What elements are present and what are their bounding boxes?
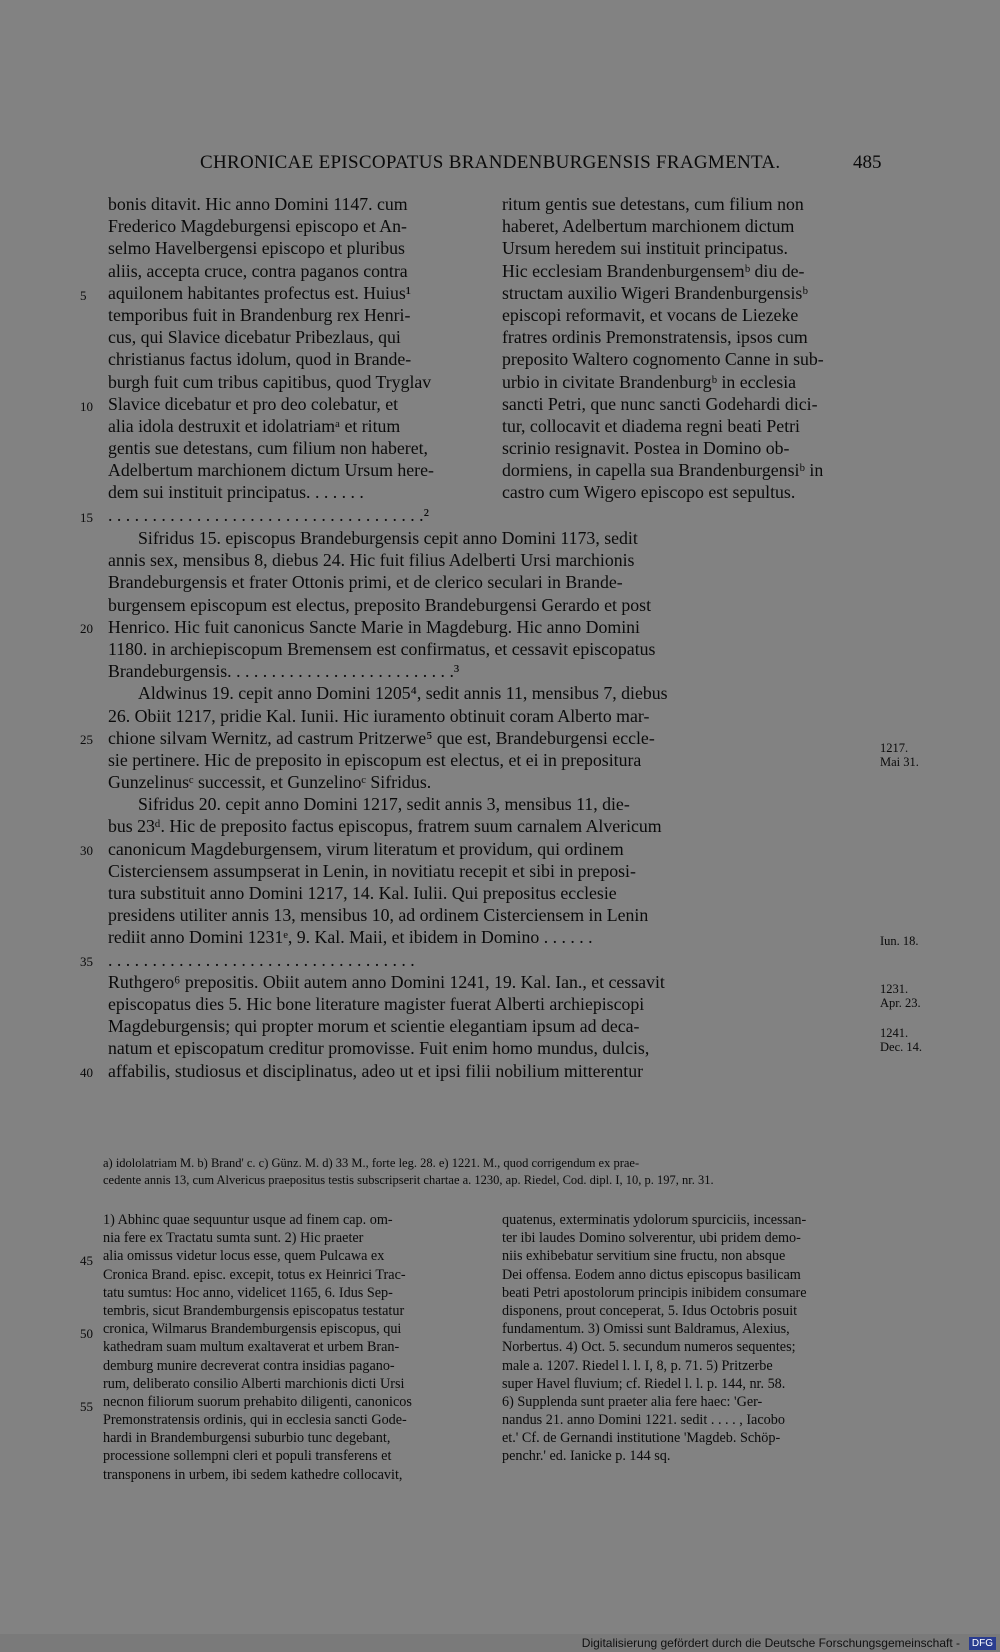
line-number: 5 [80,288,87,303]
footnote-line: 1) Abhinc quae sequuntur usque ad finem cap. om- [103,1212,393,1228]
text-line: rediit anno Domini 1231ᵉ, 9. Kal. Maii, et ibidem in Domino . . . . . . [108,927,593,948]
footnote-line: Dei offensa. Eodem anno dictus episcopus basilicam [502,1266,801,1283]
text-line: dem sui instituit principatus. . . . . . . [108,482,364,503]
text-line: ritum gentis sue detestans, cum filium non [502,194,804,214]
margin-date [880,1026,922,1054]
line-number: 40 [80,1065,93,1080]
margin-date [880,982,921,1010]
text-line: burgensem episcopum est electus, preposito Brandeburgensi Gerardo et post [108,594,652,615]
footnote-line: quatenus, exterminatis ydolorum spurciciis, incessan- [502,1212,807,1228]
text-line: selmo Havelbergensi episcopo et pluribus [108,238,405,259]
footnote-line: tatu sumtus: Hoc anno, videlicet 1165, 6. Idus Sep- [103,1284,393,1301]
running-title: CHRONICAE EPISCOPATUS BRANDENBURGENSIS FRAGMENTA. [200,152,781,173]
line-number: 25 [80,732,93,747]
footnote-line: Norbertus. 4) Oct. 5. secundum numeros sequentes; [502,1339,796,1356]
margin-day: Mai 31. [880,755,919,769]
text-line: aquilonem habitantes profectus est. Huius¹ [108,282,412,303]
margin-day: Apr. 23. [880,996,921,1010]
margin-date [880,741,919,769]
text-line: 1180. in archiepiscopum Bremensem est confirmatus, et cessavit episcopatus [108,638,656,659]
text-line: Gunzelinusᶜ successit, et Gunzelinoᶜ Sifridus. [108,772,432,793]
text-line: . . . . . . . . . . . . . . . . . . . . . . . . . . . . . . . . . . . [108,949,415,970]
funding-notice: Digitalisierung gefördert durch die Deutsche Forschungsgemeinschaft - [581,1636,960,1650]
line-number: 15 [80,510,93,525]
line-number: 20 [80,621,93,636]
footnote-line: kathedram suam multum exaltaverat et urbem Bran- [103,1339,400,1356]
footnote-line: necnon filiorum suorum prehabito diligenti, canonicos [103,1393,412,1410]
text-line: canonicum Magdeburgensem, virum literatum et providum, qui ordinem [108,838,624,859]
footnote-line: rum, deliberato consilio Alberti marchionis dicti Ursi [103,1375,405,1392]
text-line: Sifridus 15. episcopus Brandeburgensis cepit anno Domini 1173, sedit [138,528,638,548]
margin-year: 1241. [880,1026,909,1040]
text-line: Slavice dicebatur et pro deo colebatur, et [108,393,399,414]
footnote-line: Premonstratensis ordinis, qui in ecclesia sancti Gode- [103,1412,407,1429]
dots-line [108,504,758,526]
footnote-line: 6) Supplenda sunt praeter alia fere haec: 'Ger- [502,1393,763,1410]
text-line: tura substituit anno Domini 1217, 14. Kal. Iulii. Qui prepositus ecclesie [108,883,617,903]
line-number: 55 [80,1399,93,1414]
margin-day: Dec. 14. [880,1040,922,1054]
footnote-line: fundamentum. 3) Omissi sunt Baldramus, Alexius, [502,1321,790,1338]
line-number: 45 [80,1253,93,1268]
text-line: castro cum Wigero episcopo est sepultus. [502,482,796,503]
text-line: sie pertinere. Hic de preposito in episcopum est electus, et ei in prepositura [108,749,642,770]
footnote-line: ter ibi laudes Domino solverentur, ubi pridem demo- [502,1230,801,1247]
footnote-line: et.' Cf. de Gernandi institutione 'Magdeb. Schöp- [502,1430,781,1447]
footnote-line: super Havel fluvium; cf. Riedel l. l. p. 144, nr. 58. [502,1375,786,1392]
text-line: tur, collocavit et diadema regni beati Petri [502,415,801,436]
text-line: fratres ordinis Premonstratensis, ipsos cum [502,327,808,348]
line-number: 35 [80,954,93,969]
text-line: haberet, Adelbertum marchionem dictum [502,216,795,237]
text-line: bus 23ᵈ. Hic de preposito factus episcopus, fratrem suum carnalem Alvericum [108,816,662,837]
dfg-logo: DFG [969,1637,996,1650]
text-line: bonis ditavit. Hic anno Domini 1147. cum [108,194,408,214]
text-line: Frederico Magdeburgensi episcopo et An- [108,216,407,237]
footer-bar [0,1634,1000,1652]
text-line: cus, qui Slavice dicebatur Pribezlaus, qui [108,327,401,348]
text-line: Hic ecclesiam Brandenburgensemᵇ diu de- [502,260,805,281]
variant-notes [103,1155,878,1189]
footnote-line: niis exhibebatur servitium sine fructu, non absque [502,1248,786,1265]
footnotes-left [103,1211,483,1484]
footnote-line: Cronica Brand. episc. excepit, totus ex Heinrici Trac- [103,1266,406,1283]
text-line: gentis sue detestans, cum filium non haberet, [108,438,428,459]
text-line: Ursum heredem sui instituit principatus. [502,238,788,259]
text-line: Magdeburgensis; qui propter morum et scientie elegantiam ipsum ad deca- [108,1016,640,1037]
footnote-line: male a. 1207. Riedel l. l. I, 8, p. 71. 5) Pritzerbe [502,1357,773,1374]
text-line: Adelbertum marchionem dictum Ursum here- [108,460,434,481]
text-line: Brandeburgensis. . . . . . . . . . . . . . . . . . . . . . . . . .³ [108,661,460,682]
footnote-line: hardi in Brandemburgensi suburbio tunc degebant, [103,1430,391,1447]
text-line: aliis, accepta cruce, contra paganos contra [108,260,408,281]
footnote-line: beati Petri apostolorum principis inibidem consumare [502,1284,807,1301]
footnote-line: nandus 21. anno Domini 1221. sedit . . . . , Iacobo [502,1412,785,1429]
text-line: affabilis, studiosus et disciplinatus, adeo ut et ipsi filii nobilium mitterentur [108,1060,644,1081]
footnote-line: demburg munire decreverat contra insidias pagano- [103,1357,395,1374]
line-number: 50 [80,1326,93,1341]
footnotes-right [502,1211,880,1466]
text-line: episcopatus dies 5. Hic bone literature magister fuerat Alberti archiepiscopi [108,993,645,1014]
margin-date [880,934,919,948]
text-line: alia idola destruxit et idolatriamᵃ et ritum [108,415,401,436]
text-line: Henrico. Hic fuit canonicus Sancte Marie in Magdeburg. Hic anno Domini [108,616,640,637]
text-line: natum et episcopatum creditur promovisse. Fuit enim homo mundus, dulcis, [108,1038,650,1059]
margin-year: 1217. [880,741,909,755]
variant-note-line: cedente annis 13, cum Alvericus praepositus testis subscripserit chartae a. 1230, ap. Riedel, Cod. dipl. I, 10, p. 197, nr. 31. [103,1173,714,1187]
footnote-line: cronica, Wilmarus Brandemburgensis episcopus, qui [103,1321,402,1338]
text-line: chione silvam Wernitz, ad castrum Pritzerwe⁵ que est, Brandeburgensi eccle- [108,727,655,748]
text-line: dormiens, in capella sua Brandenburgensiᵇ in [502,460,824,481]
margin-day: Iun. 18. [880,934,919,948]
margin-year: 1231. [880,982,909,996]
text-line: temporibus fuit in Brandenburg rex Henri- [108,304,411,325]
footnote-line: tembris, sicut Brandemburgensis episcopatus testatur [103,1302,405,1319]
ellipsis-line: . . . . . . . . . . . . . . . . . . . . . . . . . . . . . . . . . . . .² [108,505,429,525]
text-line: episcopi reformavit, et vocans de Liezeke [502,304,799,325]
right-column [502,193,880,504]
footnote-line: disponens, prout conceperat, 5. Idus Octobris posuit [502,1302,798,1319]
text-line: christianus factus idolum, quod in Brande- [108,349,412,370]
text-line: scrinio resignavit. Postea in Domino ob- [502,438,790,459]
text-line: Sifridus 20. cepit anno Domini 1217, sedit annis 3, mensibus 11, die- [138,794,630,815]
footnote-line: nia fere ex Tractatu sumta sunt. 2) Hic praeter [103,1230,364,1247]
text-line: burgh fuit cum tribus capitibus, quod Tryglav [108,371,432,392]
text-line: Ruthgero⁶ prepositis. Obiit autem anno Domini 1241, 19. Kal. Ian., et cessavit [108,971,665,992]
text-line: Aldwinus 19. cepit anno Domini 1205⁴, sedit annis 11, mensibus 7, diebus [138,683,668,704]
main-text [108,527,758,1082]
footnote-line: penchr.' ed. Ianicke p. 144 sq. [502,1448,671,1465]
text-line: structam auxilio Wigeri Brandenburgensisᵇ [502,282,808,303]
text-line: sancti Petri, que nunc sancti Godehardi dici- [502,393,818,414]
line-number: 30 [80,843,93,858]
text-line: urbio in civitate Brandenburgᵇ in ecclesia [502,371,797,392]
footnote-line: transponens in urbem, ibi sedem kathedre collocavit, [103,1466,403,1483]
line-number: 10 [80,399,93,414]
text-line: 26. Obiit 1217, pridie Kal. Iunii. Hic iuramento obtinuit coram Alberto mar- [108,705,650,726]
text-line: preposito Waltero cognomento Canne in sub- [502,349,824,370]
variant-note-line: a) idololatriam M. b) Brand' c. c) Günz. M. d) 33 M., forte leg. 28. e) 1221. M., quod corrigendum ex prae- [103,1156,640,1170]
footnote-line: alia omissus videtur locus esse, quem Pulcawa ex [103,1248,385,1265]
text-line: presidens utiliter annis 13, mensibus 10, ad ordinem Cisterciensem in Lenin [108,905,649,926]
footnote-line: processione sollempni cleri et populi transferens et [103,1448,392,1465]
text-line: Cisterciensem assumpserat in Lenin, in novitiatu recepit et sibi in preposi- [108,860,636,881]
left-column [108,193,486,504]
text-line: Brandeburgensis et frater Ottonis primi, et de clerico seculari in Brande- [108,572,623,593]
page-number: 485 [853,152,882,173]
text-line: annis sex, mensibus 8, diebus 24. Hic fuit filius Adelberti Ursi marchionis [108,550,635,571]
